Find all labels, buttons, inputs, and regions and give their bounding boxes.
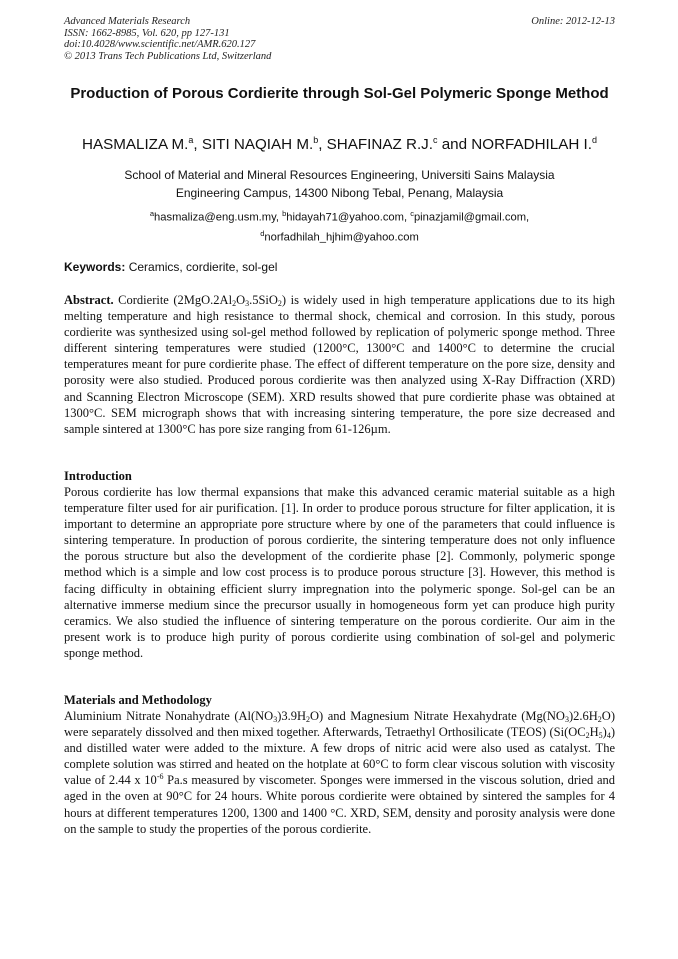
email-link[interactable]: pinazjamil@gmail.com, (413, 211, 530, 224)
online-date: Online: 2012-12-13 (531, 16, 615, 27)
author-mark: c (433, 135, 438, 145)
introduction-text: Porous cordierite has low thermal expansions that make this advanced ceramic material suitable as a high temperature filter used for air purification. [1]. In order to produce porous structure for filter application, it is important to determine an appropriate pore structure where by one of the parameters that could influence is sintering temperature. In production of porous cordierite, the sintering temperature does not only influence the porous structure but also the development of the cordierite phase [2]. Commonly, polymeric sponge method which is a simple and low cost process is to produce porous structure [3]. However, this method is facing difficulty in obtaining efficient slurry impregnation into the polymeric sponge. Sol-gel can be an alternative immerse medium since the precursor usually in homogeneous form yet can produce high purity ceramics. We also studied the influence of sintering temperature on the porous cordierite. Our aim in the present work is to produce high purity of porous cordierite using combination of sol-gel and polymeric sponge method. (64, 485, 615, 660)
affiliation (64, 166, 615, 202)
author-name: SHAFINAZ R.J. (326, 136, 433, 154)
author-mark: b (313, 135, 319, 145)
journal-header (64, 16, 615, 62)
author-name: SITI NAQIAH M. (201, 136, 314, 154)
journal-name: Advanced Materials Research (64, 16, 191, 27)
email-link[interactable]: norfadhilah_hjhim@yahoo.com (264, 231, 419, 244)
methods-text: Aluminium Nitrate Nonahydrate $(Al(NO_3)3.9H_2O)$ and Magnesium Nitrate Hexahydrate $(Mg(NO_3)2.6H_2O)$ were separately dissolved and then mixed together. Afterwards, Tetraethyl Orthosilicate (TEOS) $(Si(OC_2H_5)_4)$ and distilled water were added to the mixture. A few drops of nitric acid were also used as catalyst. The complete solution was stirred and heated on the hotplate at 60°C to form clear viscous solution with viscosity value of 2.44 x $10^{-6}$ Pa.s measured by viscometer. Sponges were immersed in the viscous solution, dried and aged in the oven at 90°C for 24 hours. White porous cordierite were obtained by sintered the samples for 4 hours at different temperatures 1200, 1300 and 1400 °C. XRD, SEM, density and porosity analysis were done on the sample to study the properties of the porous cordierite. (64, 709, 615, 836)
abstract-label: Abstract. (64, 293, 114, 307)
copyright-line: © 2013 Trans Tech Publications Ltd, Switzerland (64, 50, 272, 62)
author-name: NORFADHILAH I. (471, 136, 592, 154)
author-emails: $^a$hasmaliza@eng.usm.my, $^b$hidayah71@yahoo.com, $^c$pinazjamil@gmail.com, $^d$norfadhilah_hjhim@yahoo.com (149, 209, 530, 244)
email-link[interactable]: hidayah71@yahoo.com, (286, 211, 408, 224)
keywords-label: Keywords: (64, 260, 126, 274)
paper-title: Production of Porous Cordierite through Sol-Gel Polymeric Sponge Method (70, 85, 609, 102)
author-mark: d (591, 135, 597, 145)
doi-line: doi:10.4028/www.scientific.net/AMR.620.127 (64, 39, 256, 50)
affiliation-line: School of Material and Mineral Resources Engineering, Universiti Sains Malaysia (124, 168, 555, 182)
email-link[interactable]: hasmaliza@eng.usm.my, (154, 211, 279, 224)
author-mark: a (188, 135, 194, 145)
author-list: HASMALIZA M.$^a$, SITI NAQIAH M.$^b$, SHAFINAZ R.J.$^c$ and NORFADHILAH I.$^d$ (82, 135, 597, 154)
section-heading-introduction: Introduction (64, 469, 132, 483)
abstract: Abstract. Cordierite $(2MgO.2Al_2O_3.5SiO_2)$ is widely used in high temperature applications due to its high melting temperature and high resistance to thermal shock, chemical and corrosion. In this study, porous cordierite was synthesized using sol-gel method followed by replication of polymeric sponge method. Three different sintering temperatures were studied (1200°C, 1300°C and 1400°C to determine the crucial temperatures meant for pure cordierite phase. The effect of different temperature on the pore size, density and porosity were also studied. Produced porous cordierite was then analyzed using X-Ray Diffraction (XRD) and Scanning Electron Microscope (SEM). XRD results showed that pure cordierite phase was obtained at 1300°C. SEM micrograph shows that with increasing sintering temperature, the pore size decreased and sample sintered at 1300°C has pore size ranging from 61-126µm. (64, 293, 615, 436)
section-heading-methods: Materials and Methodology (64, 693, 212, 707)
keywords (64, 259, 615, 275)
issn-line: ISSN: 1662-8985, Vol. 620, pp 127-131 (64, 27, 230, 39)
author-name: HASMALIZA M. (82, 136, 189, 154)
affiliation-line: Engineering Campus, 14300 Nibong Tebal, Penang, Malaysia (175, 186, 504, 200)
keywords-text: Ceramics, cordierite, sol-gel (128, 260, 278, 274)
